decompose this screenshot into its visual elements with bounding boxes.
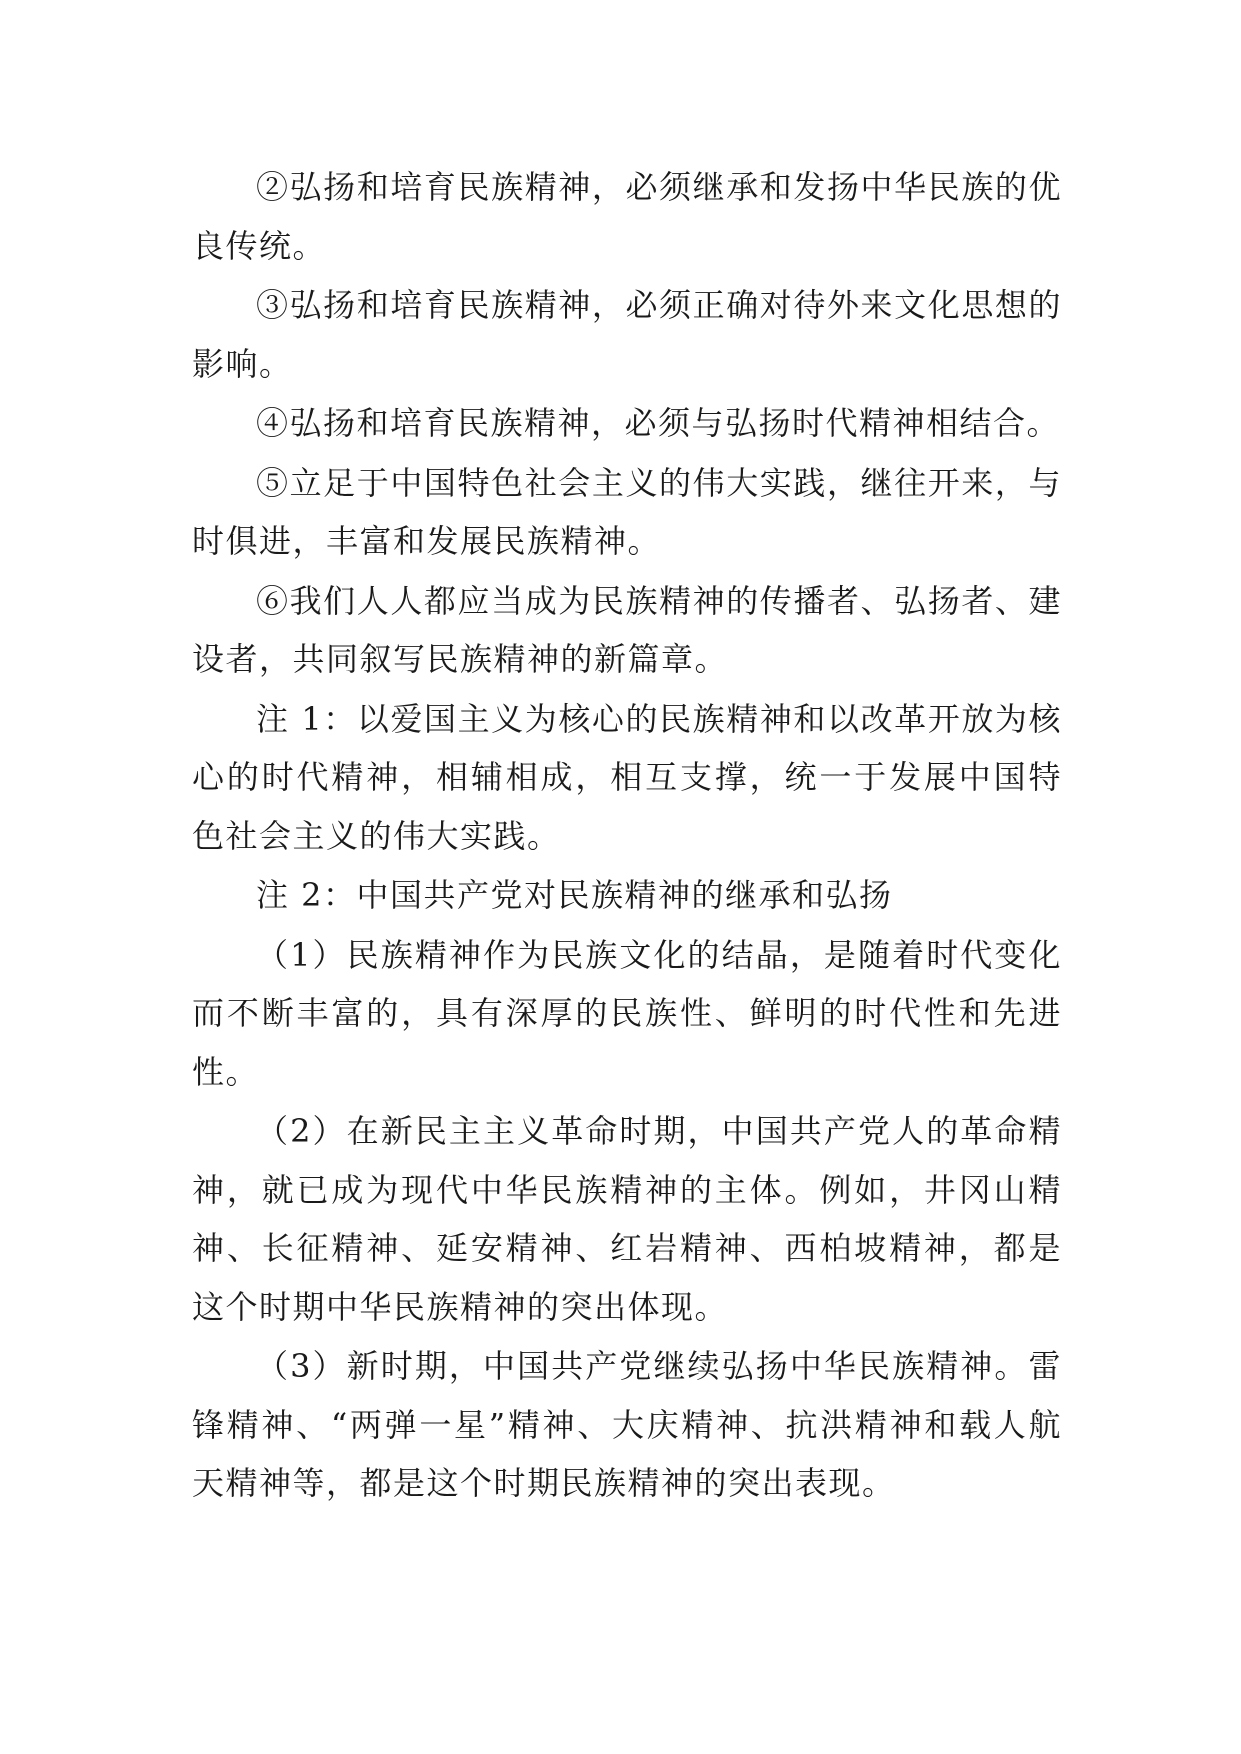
paragraph-point-5: ⑤立足于中国特色社会主义的伟大实践，继往开来，与时俱进，丰富和发展民族精神。 xyxy=(192,463,1062,560)
paragraph-note-1: 注 1：以爱国主义为核心的民族精神和以改革开放为核心的时代精神，相辅相成，相互支撑，统一于发展中国特色社会主义的伟大实践。 xyxy=(192,699,1062,855)
paragraph-note-2-item-1: （1）民族精神作为民族文化的结晶，是随着时代变化而不断丰富的，具有深厚的民族性、鲜明的时代性和先进性。 xyxy=(192,935,1062,1091)
paragraph-point-4: ④弘扬和培育民族精神，必须与弘扬时代精神相结合。 xyxy=(256,404,1061,442)
paragraph-note-2-item-3: （3）新时期，中国共产党继续弘扬中华民族精神。雷锋精神、“两弹一星”精神、大庆精神、抗洪精神和载人航天精神等，都是这个时期民族精神的突出表现。 xyxy=(192,1347,1062,1502)
paragraph-note-2: 注 2：中国共产党对民族精神的继承和弘扬 xyxy=(256,876,893,914)
paragraph-point-6: ⑥我们人人都应当成为民族精神的传播者、弘扬者、建设者，共同叙写民族精神的新篇章。 xyxy=(192,581,1062,678)
paragraph-note-2-item-2: （2）在新民主主义革命时期，中国共产党人的革命精神，就已成为现代中华民族精神的主体。例如，井冈山精神、长征精神、延安精神、红岩精神、西柏坡精神，都是这个时期中华民族精神的突出体现。 xyxy=(192,1112,1062,1326)
paragraph-point-3: ③弘扬和培育民族精神，必须正确对待外来文化思想的影响。 xyxy=(192,286,1062,383)
paragraph-point-2: ②弘扬和培育民族精神，必须继承和发扬中华民族的优良传统。 xyxy=(192,168,1062,265)
document-body xyxy=(192,158,1062,1514)
